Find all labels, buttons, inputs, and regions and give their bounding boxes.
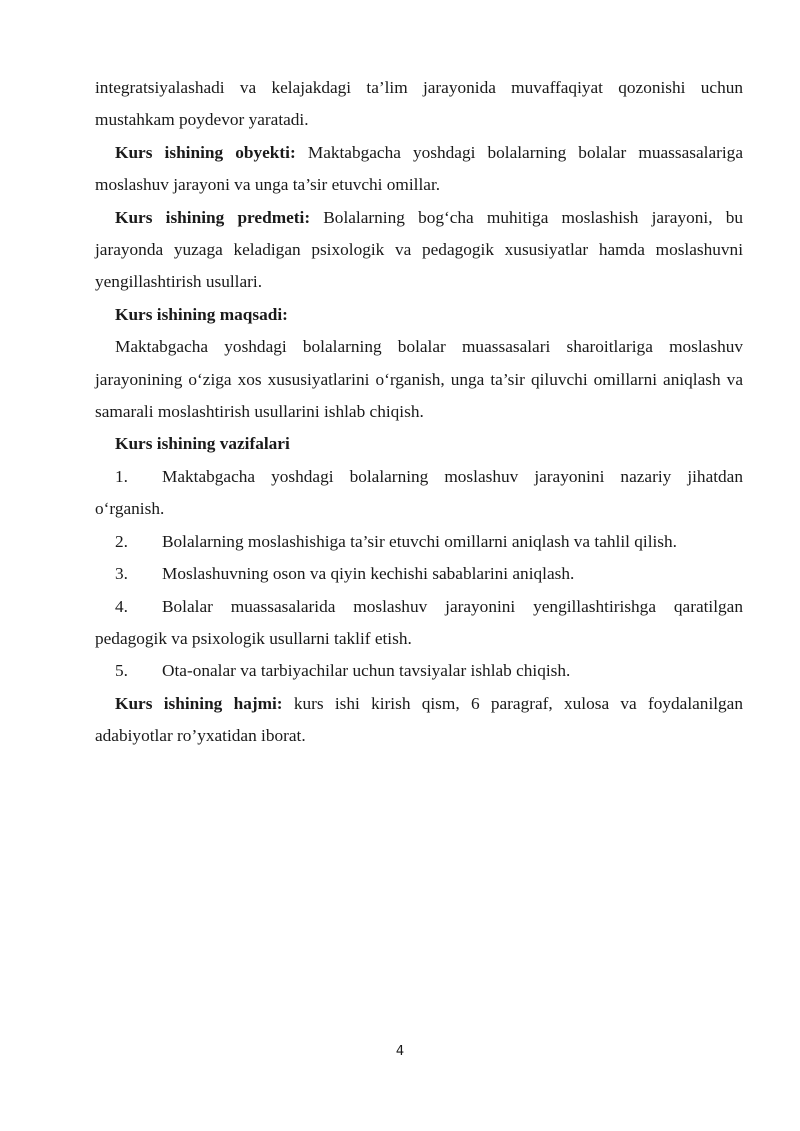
volume-paragraph	[95, 688, 743, 753]
task-text: Moslashuvning oson va qiyin kechishi sabablarini aniqlash.	[162, 564, 575, 584]
object-paragraph	[95, 137, 743, 202]
task-number: 5.	[115, 661, 128, 681]
volume-text: kurs ishi kirish qism, 6 paragraf, xulosa va foydalanilgan adabiyotlar ro’yxatidan iborat.	[95, 693, 743, 746]
task-item-4	[95, 591, 743, 656]
object-text: Maktabgacha yoshdagi bolalarning bolalar muassasalariga moslashuv jarayoni va unga ta’sir etuvchi omillar.	[95, 142, 743, 195]
task-item-1	[95, 461, 743, 526]
tasks-heading: Kurs ishining vazifalari	[115, 434, 290, 454]
task-number: 2.	[115, 531, 128, 551]
page-number: 4	[395, 1044, 405, 1059]
task-number: 3.	[115, 564, 128, 584]
task-text: Ota-onalar va tarbiyachilar uchun tavsiyalar ishlab chiqish.	[162, 661, 571, 681]
task-item-5	[95, 655, 743, 687]
subject-label: Kurs ishining predmeti:	[115, 207, 311, 227]
task-item-2	[95, 526, 743, 558]
subject-paragraph	[95, 202, 743, 299]
volume-label: Kurs ishining hajmi:	[115, 693, 283, 713]
task-text: Bolalar muassasalarida moslashuv jarayonini yengillashtirishga qaratilgan pedagogik va psixologik usullarni taklif etish.	[95, 596, 743, 648]
document-page	[95, 72, 743, 753]
goal-heading: Kurs ishining maqsadi:	[115, 304, 288, 324]
task-number: 1.	[115, 466, 128, 486]
intro-continuation-paragraph: integratsiyalashadi va kelajakdagi ta’lim jarayonida muvaffaqiyat qozonishi uchun mustahkam poydevor yaratadi.	[95, 78, 743, 130]
task-text: Maktabgacha yoshdagi bolalarning moslashuv jarayonini nazariy jihatdan o‘rganish.	[95, 466, 743, 519]
object-label: Kurs ishining obyekti:	[115, 142, 296, 162]
task-item-3	[95, 558, 743, 590]
goal-paragraph: Maktabgacha yoshdagi bolalarning bolalar muassasalari sharoitlariga moslashuv jarayonining o‘ziga xos xususiyatlarini o‘rganish, unga ta’sir qiluvchi omillarni aniqlash va samarali moslashtirish usullarini ishlab chiqish.	[95, 337, 743, 422]
task-number: 4.	[115, 596, 128, 616]
task-text: Bolalarning moslashishiga ta’sir etuvchi omillarni aniqlash va tahlil qilish.	[162, 531, 677, 551]
subject-text: Bolalarning bog‘cha muhitiga moslashish jarayoni, bu jarayonda yuzaga keladigan psixologik va pedagogik xususiyatlar hamda moslashuvni yengillashtirish usullari.	[95, 207, 743, 292]
